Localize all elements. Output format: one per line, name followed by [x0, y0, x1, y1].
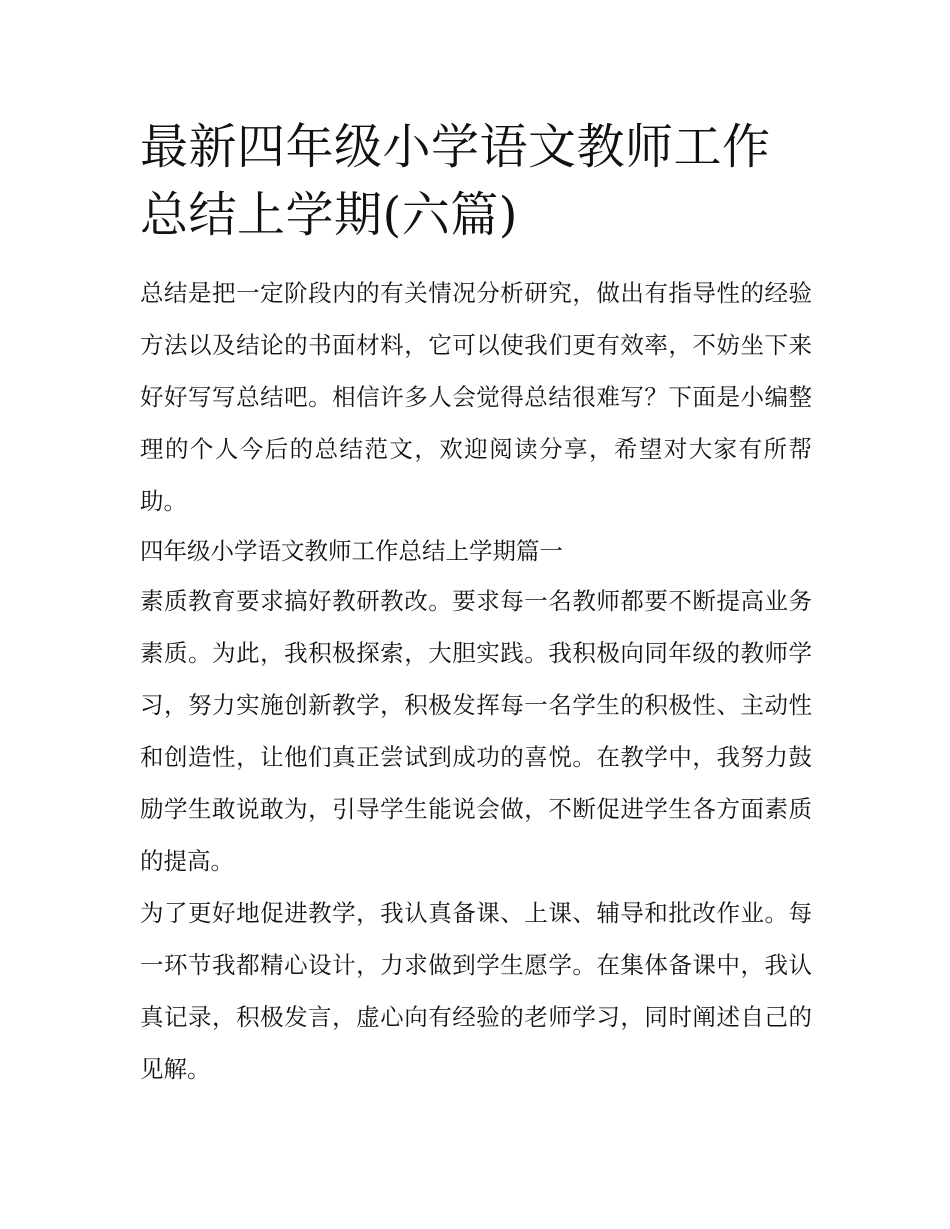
intro-paragraph: 总结是把一定阶段内的有关情况分析研究，做出有指导性的经验方法以及结论的书面材料，它可以使我们更有效率，不妨坐下来好好写写总结吧。相信许多人会觉得总结很难写？下面是小编整理的个人今后的总结范文，欢迎阅读分享，希望对大家有所帮助。 — [140, 279, 812, 515]
section-heading: 四年级小学语文教师工作总结上学期篇一 — [140, 537, 563, 565]
document-body — [140, 113, 812, 1095]
body-paragraph-2: 为了更好地促进教学，我认真备课、上课、辅导和批改作业。每一环节我都精心设计，力求做到学生愿学。在集体备课中，我认真记录，积极发言，虚心向有经验的老师学习，同时阐述自己的见解。 — [140, 899, 812, 1083]
body-paragraph-1: 素质教育要求搞好教研教改。要求每一名教师都要不断提高业务素质。为此，我积极探索，大胆实践。我积极向同年级的教师学习，努力实施创新教学，积极发挥每一名学生的积极性、主动性和创造性，让他们真正尝试到成功的喜悦。在教学中，我努力鼓励学生敢说敢为，引导学生能说会做，不断促进学生各方面素质的提高。 — [140, 587, 812, 875]
document-title: 最新四年级小学语文教师工作总结上学期(六篇) — [140, 119, 771, 243]
